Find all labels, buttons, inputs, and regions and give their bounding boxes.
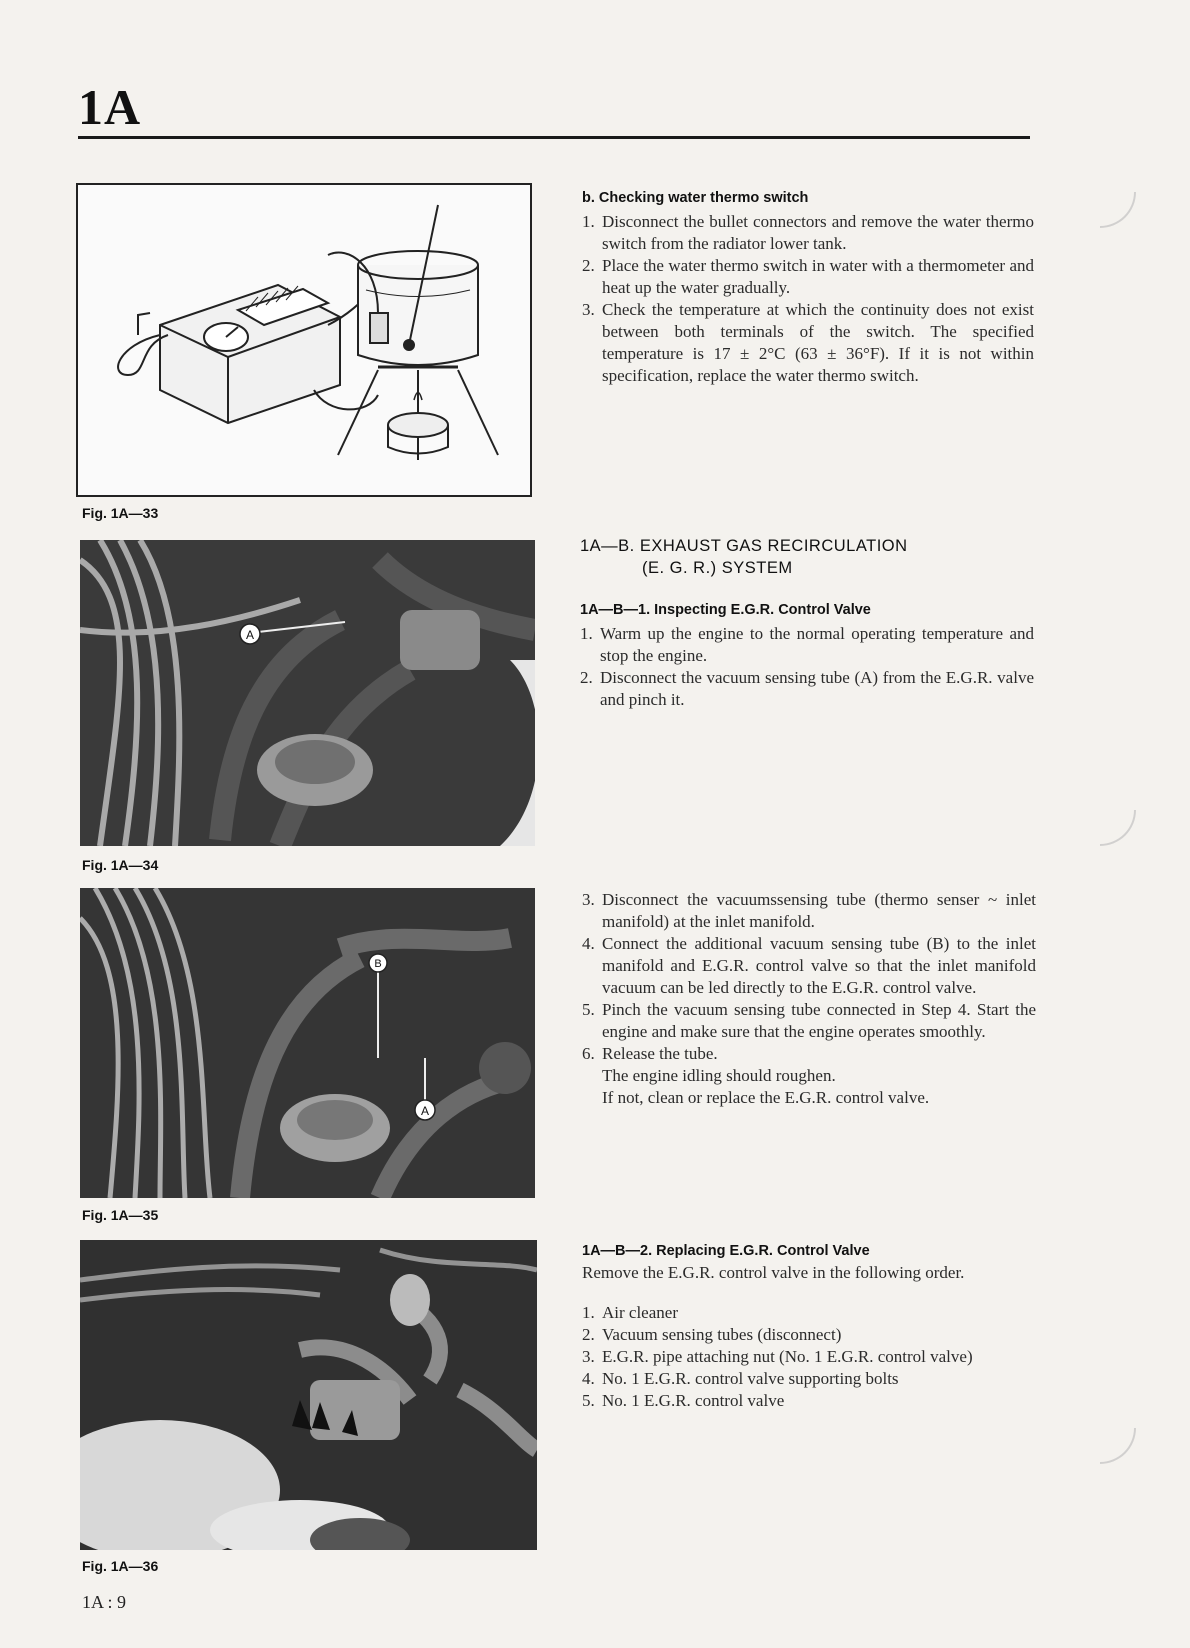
section-title: 1A (78, 79, 142, 135)
list-item: 4. No. 1 E.G.R. control valve supporting bolts (582, 1369, 899, 1388)
thermo-switch-test-drawing (78, 185, 530, 495)
figure-egr-valve-photo-2 (80, 888, 535, 1198)
section-heading-continued: (E. G. R.) SYSTEM (642, 559, 793, 577)
callout-a-label: A (420, 1104, 430, 1118)
callout-b-label: B (374, 958, 382, 970)
figure-egr-valve-photo-1 (80, 540, 535, 846)
engine-photo-2 (80, 888, 535, 1198)
intro-text: Remove the E.G.R. control valve in the following order. (582, 1263, 965, 1282)
figure-thermo-switch-test (76, 183, 532, 497)
text-block-egr-replace (582, 1240, 1036, 1550)
header-rule (78, 136, 1030, 139)
step-list (582, 211, 1034, 387)
subsection-heading: 1A—B—2. Replacing E.G.R. Control Valve (582, 1243, 870, 1259)
step-note: If not, clean or replace the E.G.R. control valve. (602, 1088, 930, 1107)
page-number: 1A : 9 (82, 1592, 127, 1612)
binder-hole-mark (1100, 192, 1136, 228)
subsection-heading: 1A—B—1. Inspecting E.G.R. Control Valve (580, 602, 871, 618)
list-item: 2. Place the water thermo switch in water with a thermometer and heat up the water gradually. (582, 256, 1034, 297)
engine-photo-1 (80, 540, 535, 846)
binder-hole-mark (1100, 810, 1136, 846)
text-block-thermo-switch (582, 183, 1034, 497)
list-item: 3. Disconnect the vacuumssensing tube (thermo senser ~ inlet manifold) at the inlet manifold. (582, 890, 1036, 931)
list-item: 1. Disconnect the bullet connectors and remove the water thermo switch from the radiator lower tank. (582, 212, 1034, 253)
figure-egr-valve-photo-3 (80, 1240, 537, 1550)
step-list (580, 623, 1034, 711)
text-block-egr-steps (582, 889, 1036, 1194)
list-item: 5. No. 1 E.G.R. control valve (582, 1391, 785, 1410)
engine-photo-3 (80, 1240, 537, 1550)
list-item: 1. Warm up the engine to the normal operating temperature and stop the engine. (580, 624, 1034, 665)
figure-caption: Fig. 1A—34 (82, 857, 159, 873)
binder-hole-mark (1100, 1428, 1136, 1464)
step-note: The engine idling should roughen. (602, 1066, 836, 1085)
text-block-egr-inspect (580, 535, 1034, 845)
block-heading: b. Checking water thermo switch (582, 190, 809, 206)
figure-caption: Fig. 1A—36 (82, 1558, 159, 1574)
list-item: 1. Air cleaner (582, 1303, 678, 1322)
list-item: 3. Check the temperature at which the continuity does not exist between both terminals of the switch. The specified temperature is 17 ± 2°C (63 ± 36°F). If it is not within specification, replace the water thermo switch. (582, 300, 1034, 385)
list-item: 3. E.G.R. pipe attaching nut (No. 1 E.G.R. control valve) (582, 1347, 973, 1366)
callout-a-label: A (245, 628, 255, 642)
list-item: 2. Disconnect the vacuum sensing tube (A) from the E.G.R. valve and pinch it. (580, 668, 1034, 709)
list-item: 2. Vacuum sensing tubes (disconnect) (582, 1325, 842, 1344)
list-item: 6. Release the tube. (582, 1044, 718, 1063)
section-heading: 1A—B. EXHAUST GAS RECIRCULATION (580, 537, 908, 555)
figure-caption: Fig. 1A—35 (82, 1207, 159, 1223)
removal-order-list (582, 1302, 1036, 1412)
figure-caption: Fig. 1A—33 (82, 505, 159, 521)
list-item: 5. Pinch the vacuum sensing tube connected in Step 4. Start the engine and make sure that the engine operates smoothly. (582, 1000, 1036, 1041)
list-item: 4. Connect the additional vacuum sensing tube (B) to the inlet manifold and E.G.R. control valve so that the inlet manifold vacuum can be led directly to the E.G.R. control valve. (582, 934, 1036, 997)
step-list (582, 889, 1036, 1065)
